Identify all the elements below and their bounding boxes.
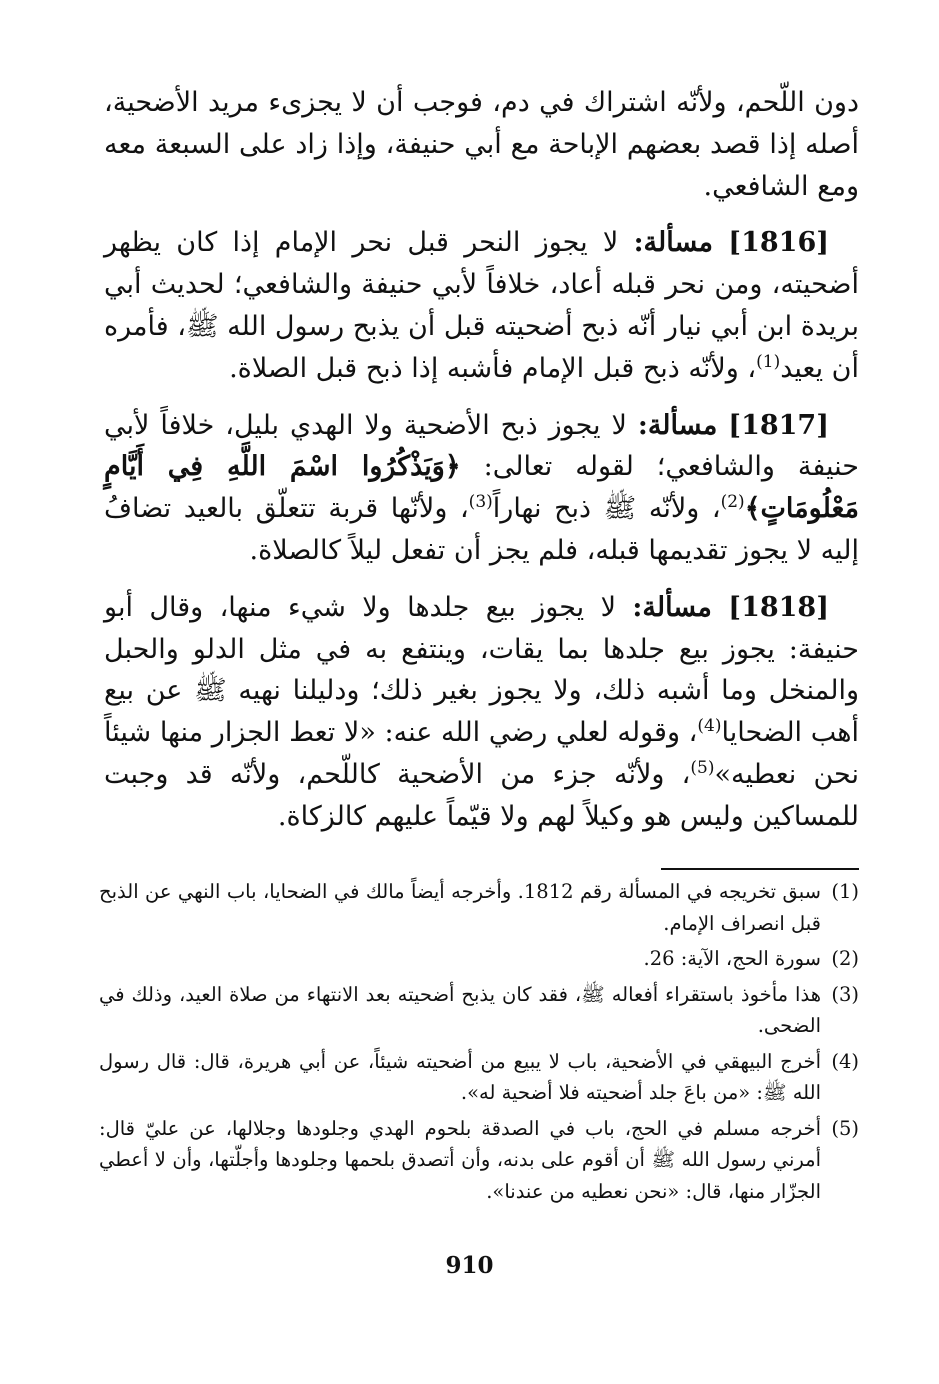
issue-1816 xyxy=(104,222,859,389)
footnote xyxy=(99,1046,859,1109)
issue-number: [1818] xyxy=(728,591,829,623)
footnote-ref-2[interactable]: (2) xyxy=(720,492,745,513)
issue-keyword: مسألة: xyxy=(637,409,718,441)
footnote-number: (5) xyxy=(831,1116,859,1140)
page-number: 910 xyxy=(445,1252,494,1279)
quran-verse: ﴿وَيَذْكُرُوا اسْمَ اللَّهِ فِي أَيَّامٍ مَعْلُومَاتٍ﴾ xyxy=(104,451,859,525)
issue-number: [1816] xyxy=(728,227,830,259)
footnote-number: (1) xyxy=(831,880,859,903)
footnote-ref-1[interactable]: (1) xyxy=(756,351,781,372)
issue-text: ، ولأنّه ﷺ ذبح نهاراً xyxy=(492,493,721,525)
footnote-number: (3) xyxy=(831,982,859,1006)
footnote xyxy=(99,979,859,1042)
issue-text: ، ولأنّه جزء من الأضحية كاللّحم، ولأنّه قد وجبت للمساكين وليس هو وكيلاً لهم ولا قيّماً عليهم كالزكاة. xyxy=(104,758,859,832)
footnote-ref-3[interactable]: (3) xyxy=(468,492,493,513)
footnote-text: أخرج البيهقي في الأضحية، باب لا يبيع من أضحيته شيئاً، عن أبي هريرة، قال: قال رسول الله ﷺ: «من باعَ جلد أضحيته فلا أضحية له». xyxy=(99,1049,821,1104)
footnote-text: أخرجه مسلم في الحج، باب في الصدقة بلحوم الهدي وجلودها وجلالها، عن عليّ قال: أمرني رسول الله ﷺ أن أقوم على بدنه، وأن أتصدق بلحمها وجلودها وأجلّتها، وأن لا أعطي الجزّار منها، قال: «نحن نعطيه من عندنا». xyxy=(99,1116,821,1203)
footnote-separator xyxy=(661,868,859,870)
footnote-number: (2) xyxy=(831,947,859,970)
main-text xyxy=(104,82,859,853)
issue-text: لا يجوز النحر قبل نحر الإمام إذا كان يظهر أضحيته، ومن نحر قبله أعاد، خلافاً لأبي حنيفة والشافعي؛ لحديث أبي بريدة ابن أبي نيار أنّه ذبح أضحيته قبل أن يذبح رسول الله ﷺ، فأمره أن يعيد xyxy=(104,227,859,384)
issue-text: ، ولأنّها قربة تتعلّق بالعيد تضافُ إليه لا يجوز تقديمها قبله، فلم يجز أن تفعل ليلاً كالصلاة. xyxy=(104,493,859,566)
issue-text: لا يجوز بيع جلدها ولا شيء منها، وقال أبو حنيفة: يجوز بيع جلدها بما يقات، وينتفع به في مثل الدلو والحبل والمنخل وما أشبه ذلك، ولا يجوز بغير ذلك؛ ودليلنا نهيه ﷺ عن بيع أهب الضحايا xyxy=(104,591,859,749)
footnote-text: سورة الحج، الآية: 26. xyxy=(643,947,821,970)
footnote-ref-4[interactable]: (4) xyxy=(697,716,722,737)
issue-1818 xyxy=(104,587,859,838)
issue-keyword: مسألة: xyxy=(632,591,712,623)
issue-text: لا يجوز ذبح الأضحية ولا الهدي بليل، خلافاً لأبي حنيفة والشافعي؛ لقوله تعالى: xyxy=(104,409,859,483)
footnote-ref-5[interactable]: (5) xyxy=(690,757,715,778)
issue-text: ، وقوله لعلي رضي الله عنه: «لا تعط الجزار منها شيئاً نحن نعطيه» xyxy=(104,717,859,790)
issue-text: ، ولأنّه ذبح قبل الإمام فأشبه إذا ذبح قبل الصلاة. xyxy=(229,352,757,384)
issue-keyword: مسألة: xyxy=(633,227,714,259)
footnote xyxy=(99,943,859,975)
issue-number: [1817] xyxy=(728,409,829,441)
footnote-text: هذا مأخوذ باستقراء أفعاله ﷺ، فقد كان يذبح أضحيته بعد الانتهاء من صلاة العيد، وذلك في الضحى. xyxy=(99,982,821,1037)
issue-1817 xyxy=(104,405,859,572)
paragraph-continuation: دون اللّحم، ولأنّه اشتراك في دم، فوجب أن لا يجزىء مريد الأضحية، أصله إذا قصد بعضهم الإباحة مع أبي حنيفة، وإذا زاد على السبعة معه ومع الشافعي. xyxy=(104,87,859,202)
footnote xyxy=(99,1113,859,1208)
footnote xyxy=(99,876,859,939)
footnote-text: سبق تخريجه في المسألة رقم 1812. وأخرجه أيضاً مالك في الضحايا، باب النهي عن الذبح قبل انصراف الإمام. xyxy=(99,880,821,935)
footnote-number: (4) xyxy=(831,1049,859,1073)
footnotes xyxy=(99,876,859,1211)
